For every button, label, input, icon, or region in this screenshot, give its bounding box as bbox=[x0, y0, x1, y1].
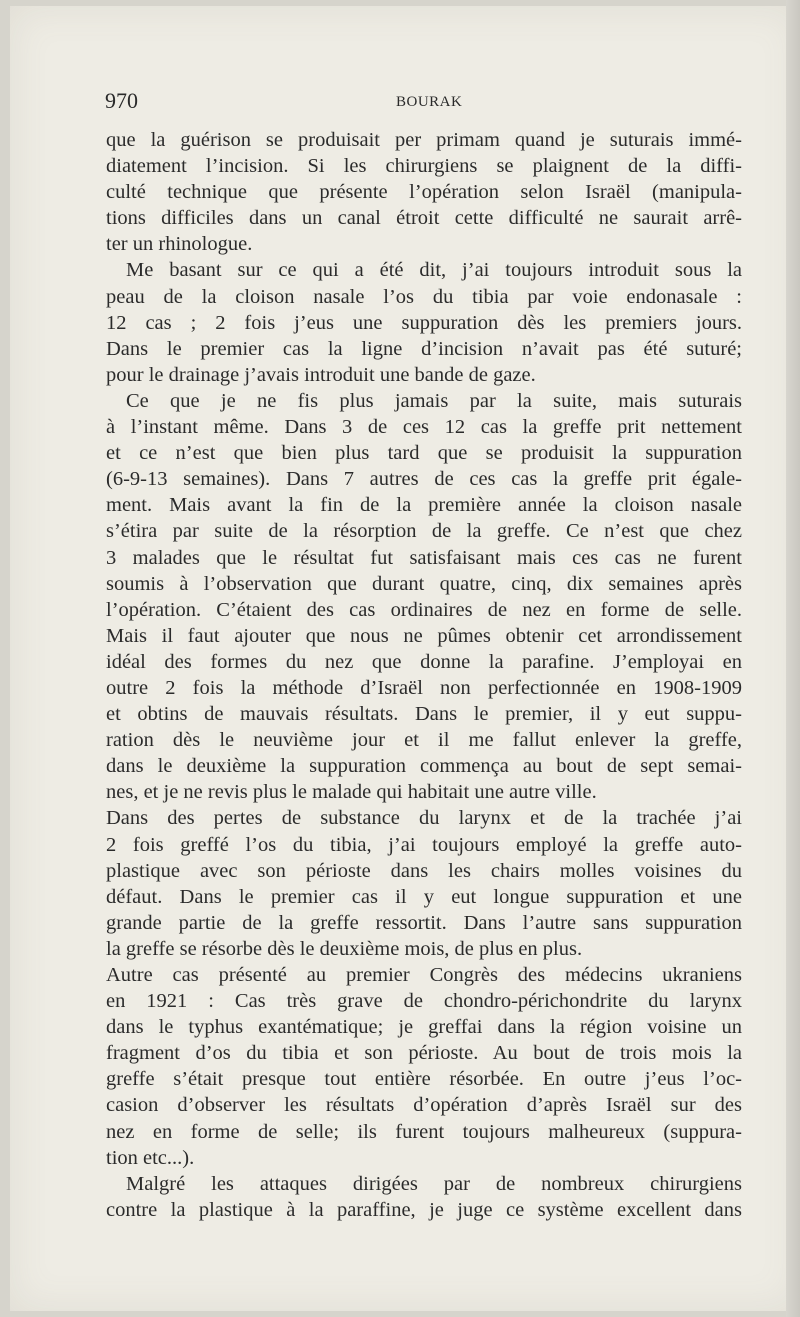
text-line: peau de la cloison nasale l’os du tibia par voie endonasale : bbox=[106, 285, 742, 308]
text-line: tions difficiles dans un canal étroit cette difficulté ne saurait arrê- bbox=[106, 207, 742, 230]
text-line: s’étira par suite de la résorption de la greffe. Ce n’est que chez bbox=[106, 520, 742, 543]
text-line: et obtins de mauvais résultats. Dans le premier, il y eut suppu- bbox=[106, 703, 742, 726]
text-line: et ce n’est que bien plus tard que se produisit la suppuration bbox=[106, 442, 742, 465]
text-line: Malgré les attaques dirigées par de nombreux chirurgiens bbox=[126, 1172, 742, 1195]
text-line: Mais il faut ajouter que nous ne pûmes obtenir cet arrondissement bbox=[106, 624, 742, 647]
text-line: tion etc...). bbox=[106, 1146, 195, 1169]
text-line: que la guérison se produisait per primam quand je suturais immé- bbox=[106, 129, 742, 151]
body-text bbox=[106, 127, 742, 1223]
text-line: Dans des pertes de substance du larynx et de la trachée j’ai bbox=[106, 807, 742, 830]
text-line: dans le deuxième la suppuration commença au bout de sept semai- bbox=[106, 755, 742, 778]
text-line: plastique avec son périoste dans les chairs molles voisines du bbox=[106, 859, 742, 882]
text-line: 3 malades que le résultat fut satisfaisant mais ces cas ne furent bbox=[106, 546, 742, 569]
text-line: outre 2 fois la méthode d’Israël non perfectionnée en 1908-1909 bbox=[106, 676, 742, 699]
text-line: idéal des formes du nez que donne la parafine. J’employai en bbox=[106, 650, 742, 673]
text-line: Me basant sur ce qui a été dit, j’ai toujours introduit sous la bbox=[126, 259, 742, 282]
text-line: fragment d’os du tibia et son périoste. Au bout de trois mois la bbox=[106, 1042, 742, 1065]
text-line: ter un rhinologue. bbox=[106, 233, 253, 256]
text-line: Dans le premier cas la ligne d’incision n’avait pas été suturé; bbox=[106, 337, 742, 360]
text-line: la greffe se résorbe dès le deuxième mois, de plus en plus. bbox=[106, 937, 583, 960]
text-line: 12 cas ; 2 fois j’eus une suppuration dès les premiers jours. bbox=[106, 311, 742, 334]
text-line: casion d’observer les résultats d’opération d’après Israël sur des bbox=[106, 1094, 742, 1117]
text-line: pour le drainage j’avais introduit une bande de gaze. bbox=[106, 363, 536, 386]
text-line: à l’instant même. Dans 3 de ces 12 cas la greffe prit nettement bbox=[106, 416, 742, 439]
text-line: ration dès le neuvième jour et il me fallut enlever la greffe, bbox=[106, 729, 742, 752]
text-line: culté technique que présente l’opération selon Israël (manipula- bbox=[106, 181, 742, 204]
text-line: diatement l’incision. Si les chirurgiens se plaignent de la diffi- bbox=[106, 155, 742, 178]
text-line: soumis à l’observation que durant quatre, cinq, dix semaines après bbox=[106, 572, 742, 595]
text-line: nes, et je ne revis plus le malade qui habitait une autre ville. bbox=[106, 781, 597, 804]
text-line: Ce que je ne fis plus jamais par la suite, mais suturais bbox=[126, 389, 742, 412]
text-line: défaut. Dans le premier cas il y eut longue suppuration et une bbox=[106, 885, 742, 908]
text-line: (6-9-13 semaines). Dans 7 autres de ces cas la greffe prit égale- bbox=[106, 468, 742, 491]
running-head: BOURAK bbox=[396, 94, 463, 110]
page-edge bbox=[786, 0, 800, 1317]
text-line: ment. Mais avant la fin de la première année la cloison nasale bbox=[106, 494, 742, 517]
text-line: greffe s’était presque tout entière résorbée. En outre j’eus l’oc- bbox=[106, 1068, 742, 1091]
text-line: contre la plastique à la paraffine, je juge ce système excellent dans bbox=[106, 1198, 742, 1221]
text-line: dans le typhus exantématique; je greffai dans la région voisine un bbox=[106, 1016, 742, 1039]
text-line: grande partie de la greffe ressortit. Dans l’autre sans suppuration bbox=[106, 911, 742, 934]
text-line: l’opération. C’étaient des cas ordinaires de nez en forme de selle. bbox=[106, 598, 742, 621]
text-line: en 1921 : Cas très grave de chondro-périchondrite du larynx bbox=[106, 990, 742, 1013]
text-line: nez en forme de selle; ils furent toujours malheureux (suppura- bbox=[106, 1120, 742, 1143]
page-number: 970 bbox=[105, 88, 138, 113]
text-line: 2 fois greffé l’os du tibia, j’ai toujours employé la greffe auto- bbox=[106, 833, 742, 856]
page-header bbox=[100, 88, 700, 118]
text-line: Autre cas présenté au premier Congrès des médecins ukraniens bbox=[106, 964, 742, 986]
